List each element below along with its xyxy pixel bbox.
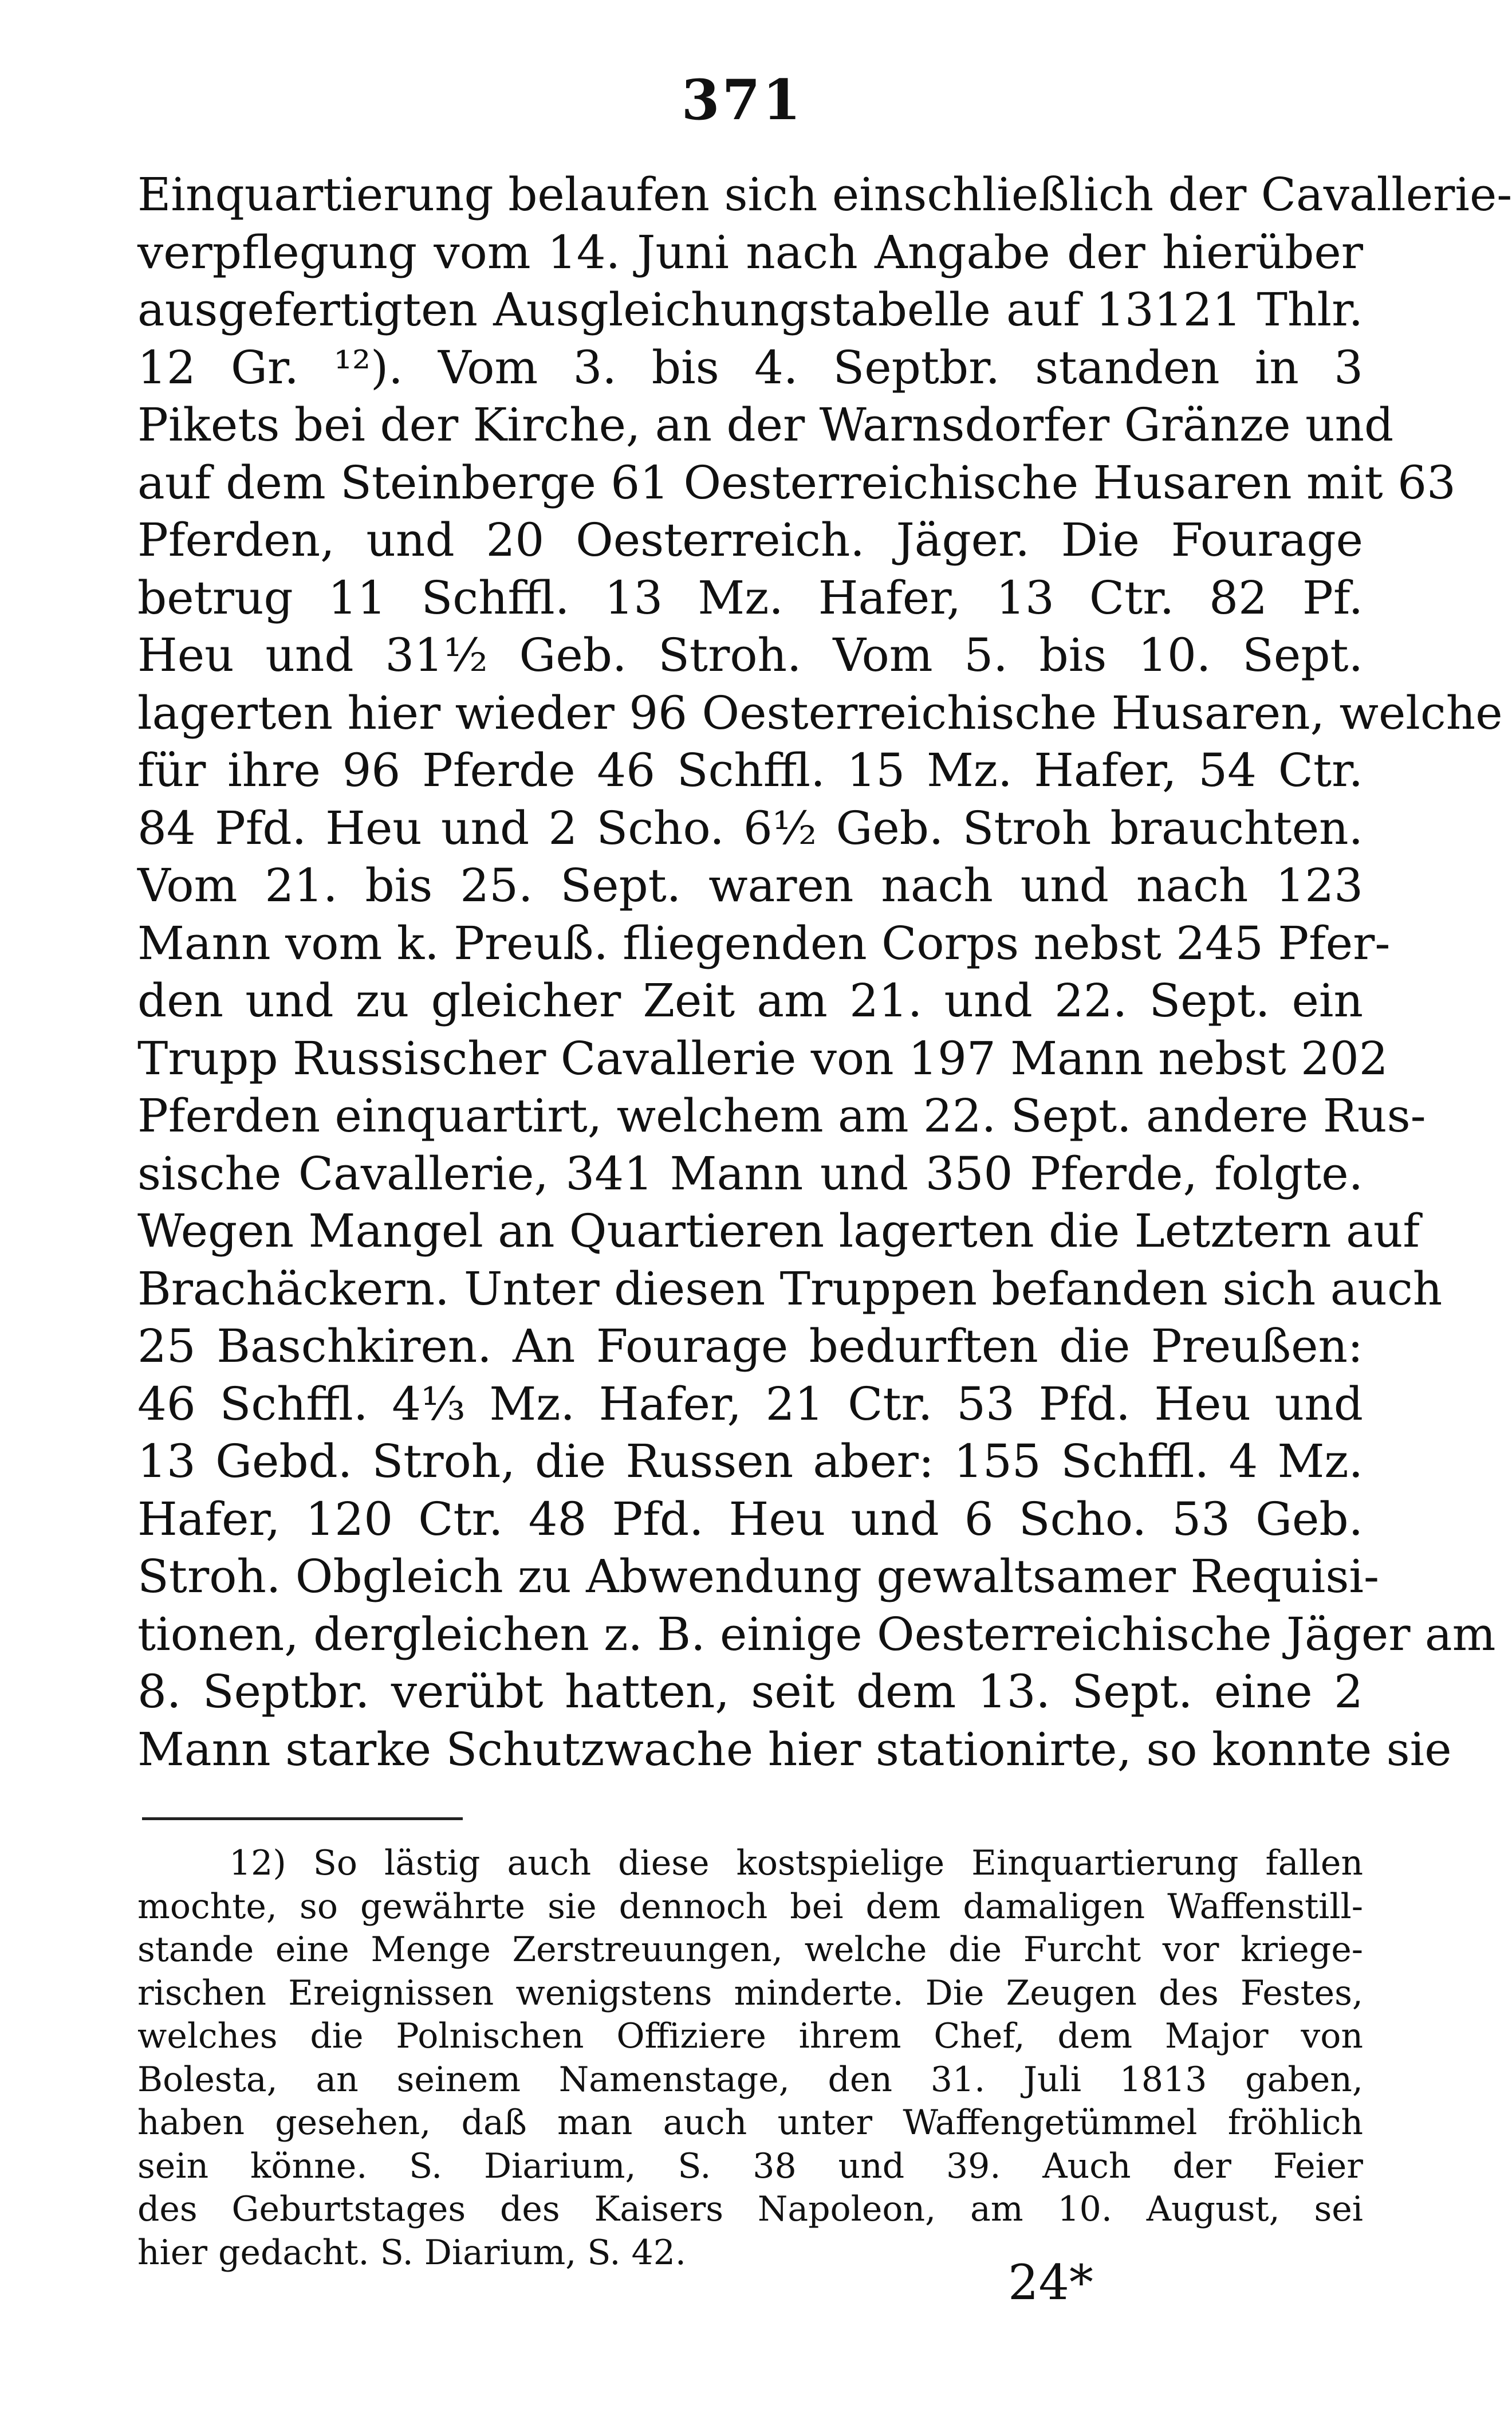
body-line: Pferden, und 20 Oesterreich. Jäger. Die Fourage	[137, 513, 1363, 567]
footnote-line: welches die Polnischen Offiziere ihrem Chef, dem Major von	[137, 2016, 1363, 2056]
body-line: Mann starke Schutzwache hier stationirte, so konnte sie	[137, 1722, 1452, 1776]
page-number: 371	[681, 68, 804, 132]
body-line: tionen, dergleichen z. B. einige Oesterreichische Jäger am	[137, 1607, 1496, 1661]
body-line: auf dem Steinberge 61 Oesterreichische Husaren mit 63	[137, 455, 1456, 509]
footnote-line: stande eine Menge Zerstreuungen, welche die Furcht vor kriege-	[137, 1930, 1363, 1970]
footnotes	[137, 1842, 1363, 2274]
body-line: Pikets bei der Kirche, an der Warnsdorfer Gränze und	[137, 398, 1394, 451]
body-text	[137, 166, 1512, 1778]
body-line: für ihre 96 Pferde 46 Schffl. 15 Mz. Hafer, 54 Ctr.	[137, 744, 1363, 797]
footnote-line: sein könne. S. Diarium, S. 38 und 39. Auch der Feier	[137, 2146, 1363, 2186]
body-line: Heu und 31½ Geb. Stroh. Vom 5. bis 10. Sept.	[137, 628, 1363, 682]
body-line: Wegen Mangel an Quartieren lagerten die Letztern auf	[137, 1204, 1420, 1258]
footnote-line: haben gesehen, daß man auch unter Waffengetümmel fröhlich	[137, 2103, 1363, 2143]
body-line: lagerten hier wieder 96 Oesterreichische Husaren, welche	[137, 686, 1503, 740]
body-line: 84 Pfd. Heu und 2 Scho. 6½ Geb. Stroh brauchten.	[137, 801, 1363, 855]
footnote-divider	[142, 1817, 463, 1820]
footnote-line: 12) So lästig auch diese kostspielige Einquartierung fallen	[229, 1843, 1363, 1883]
body-line: Vom 21. bis 25. Sept. waren nach und nach 123	[137, 859, 1363, 912]
body-line: 8. Septbr. verübt hatten, seit dem 13. Sept. eine 2	[137, 1665, 1363, 1718]
body-line: verpflegung vom 14. Juni nach Angabe der hierüber	[137, 225, 1363, 279]
body-line: Mann vom k. Preuß. fliegenden Corps nebst 245 Pfer-	[137, 916, 1391, 970]
body-line: 13 Gebd. Stroh, die Russen aber: 155 Schffl. 4 Mz.	[137, 1435, 1363, 1488]
footnote-line: mochte, so gewährte sie dennoch bei dem damaligen Waffenstill-	[137, 1886, 1363, 1927]
body-line: Trupp Russischer Cavallerie von 197 Mann nebst 202	[137, 1031, 1388, 1085]
body-line: sische Cavallerie, 341 Mann und 350 Pferde, folgte.	[137, 1146, 1363, 1200]
body-line: 12 Gr. ¹²). Vom 3. bis 4. Septbr. standen in 3	[137, 340, 1363, 394]
body-line: 25 Baschkiren. An Fourage bedurften die Preußen:	[137, 1319, 1363, 1373]
body-line: betrug 11 Schffl. 13 Mz. Hafer, 13 Ctr. 82 Pf.	[137, 571, 1363, 624]
body-line: Pferden einquartirt, welchem am 22. Sept. andere Rus-	[137, 1089, 1426, 1142]
body-line: Brachäckern. Unter diesen Truppen befanden sich auch	[137, 1262, 1443, 1315]
footnote-line: hier gedacht. S. Diarium, S. 42.	[137, 2232, 686, 2273]
footnote-line: rischen Ereignissen wenigstens minderte. Die Zeugen des Festes,	[137, 1973, 1363, 2013]
body-line: 46 Schffl. 4⅓ Mz. Hafer, 21 Ctr. 53 Pfd. Heu und	[137, 1377, 1363, 1431]
footnote-line: Bolesta, an seinem Namenstage, den 31. Juli 1813 gaben,	[137, 2059, 1363, 2100]
signature-mark: 24*	[1008, 2254, 1093, 2311]
body-line: Hafer, 120 Ctr. 48 Pfd. Heu und 6 Scho. 53 Geb.	[137, 1492, 1363, 1546]
body-line: Einquartierung belaufen sich einschließlich der Cavallerie-	[137, 168, 1512, 221]
footnote-line: des Geburtstages des Kaisers Napoleon, am 10. August, sei	[137, 2189, 1363, 2229]
body-line: ausgefertigten Ausgleichungstabelle auf 13121 Thlr.	[137, 283, 1363, 336]
body-line: den und zu gleicher Zeit am 21. und 22. Sept. ein	[137, 974, 1363, 1027]
body-line: Stroh. Obgleich zu Abwendung gewaltsamer Requisi-	[137, 1550, 1380, 1603]
